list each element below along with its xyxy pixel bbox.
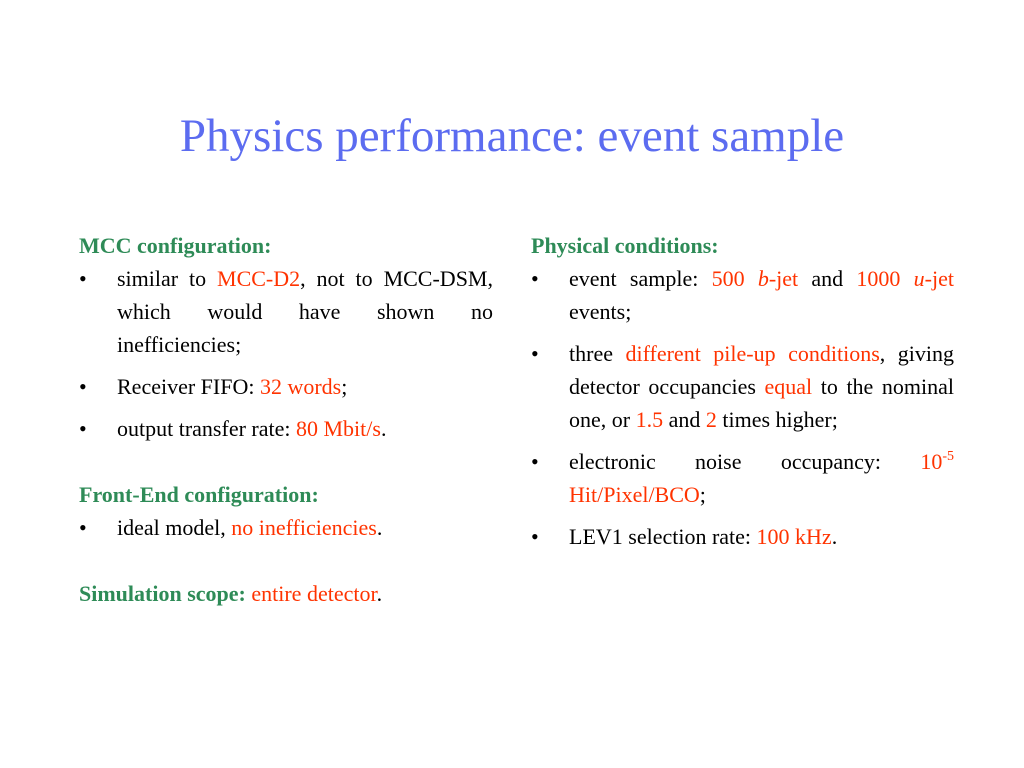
bullet-icon: • (531, 449, 539, 474)
highlight-text: 32 words (259, 374, 342, 399)
list-item-event-sample: • event sample: 500 b-jet and 1000 u-jet events; (531, 262, 954, 328)
slide-title: Physics performance: event sample (179, 110, 845, 162)
mcc-configuration-list (79, 262, 493, 445)
bullet-icon: • (79, 374, 87, 399)
list-item-lev1: • LEV1 selection rate: 100 kHz. (531, 520, 954, 553)
physical-conditions-heading: Physical conditions: (531, 233, 719, 258)
bullet-icon: • (79, 515, 87, 540)
list-item: • ideal model, no inefficiencies. (79, 511, 493, 544)
simulation-scope-heading: Simulation scope: (79, 581, 246, 606)
list-item-noise: • electronic noise occupancy: $10^{-5}$ Hit/Pixel/BCO; (531, 445, 954, 511)
list-item: • similar to MCC-D2, not to MCC-DSM, which would have shown no inefficiencies; (79, 262, 493, 361)
front-end-configuration-list (79, 511, 493, 544)
bullet-icon: • (531, 524, 539, 549)
bullet-icon: • (79, 266, 87, 291)
left-column (79, 229, 493, 610)
bullet-icon: • (531, 266, 539, 291)
front-end-configuration-heading: Front-End configuration: (79, 482, 319, 507)
highlight-text: 80 Mbit/s (296, 416, 381, 441)
right-column (531, 229, 954, 553)
highlight-text: MCC-D2 (217, 266, 301, 291)
bullet-icon: • (79, 416, 87, 441)
simulation-scope-value: entire detector (251, 581, 377, 606)
mcc-configuration-heading: MCC configuration: (79, 233, 272, 258)
simulation-scope-line: Simulation scope: entire detector. (79, 581, 383, 606)
bullet-icon: • (531, 341, 539, 366)
list-item-pile-up: • three different pile-up conditions, giving detector occupancies equal to the nominal one, or 1.5 and 2 times higher; (531, 337, 954, 436)
physical-conditions-list (531, 262, 954, 553)
highlight-text: no inefficiencies (231, 515, 377, 540)
list-item: • Receiver FIFO: 32 words; (79, 370, 493, 403)
list-item: • output transfer rate: 80 Mbit/s. (79, 412, 493, 445)
